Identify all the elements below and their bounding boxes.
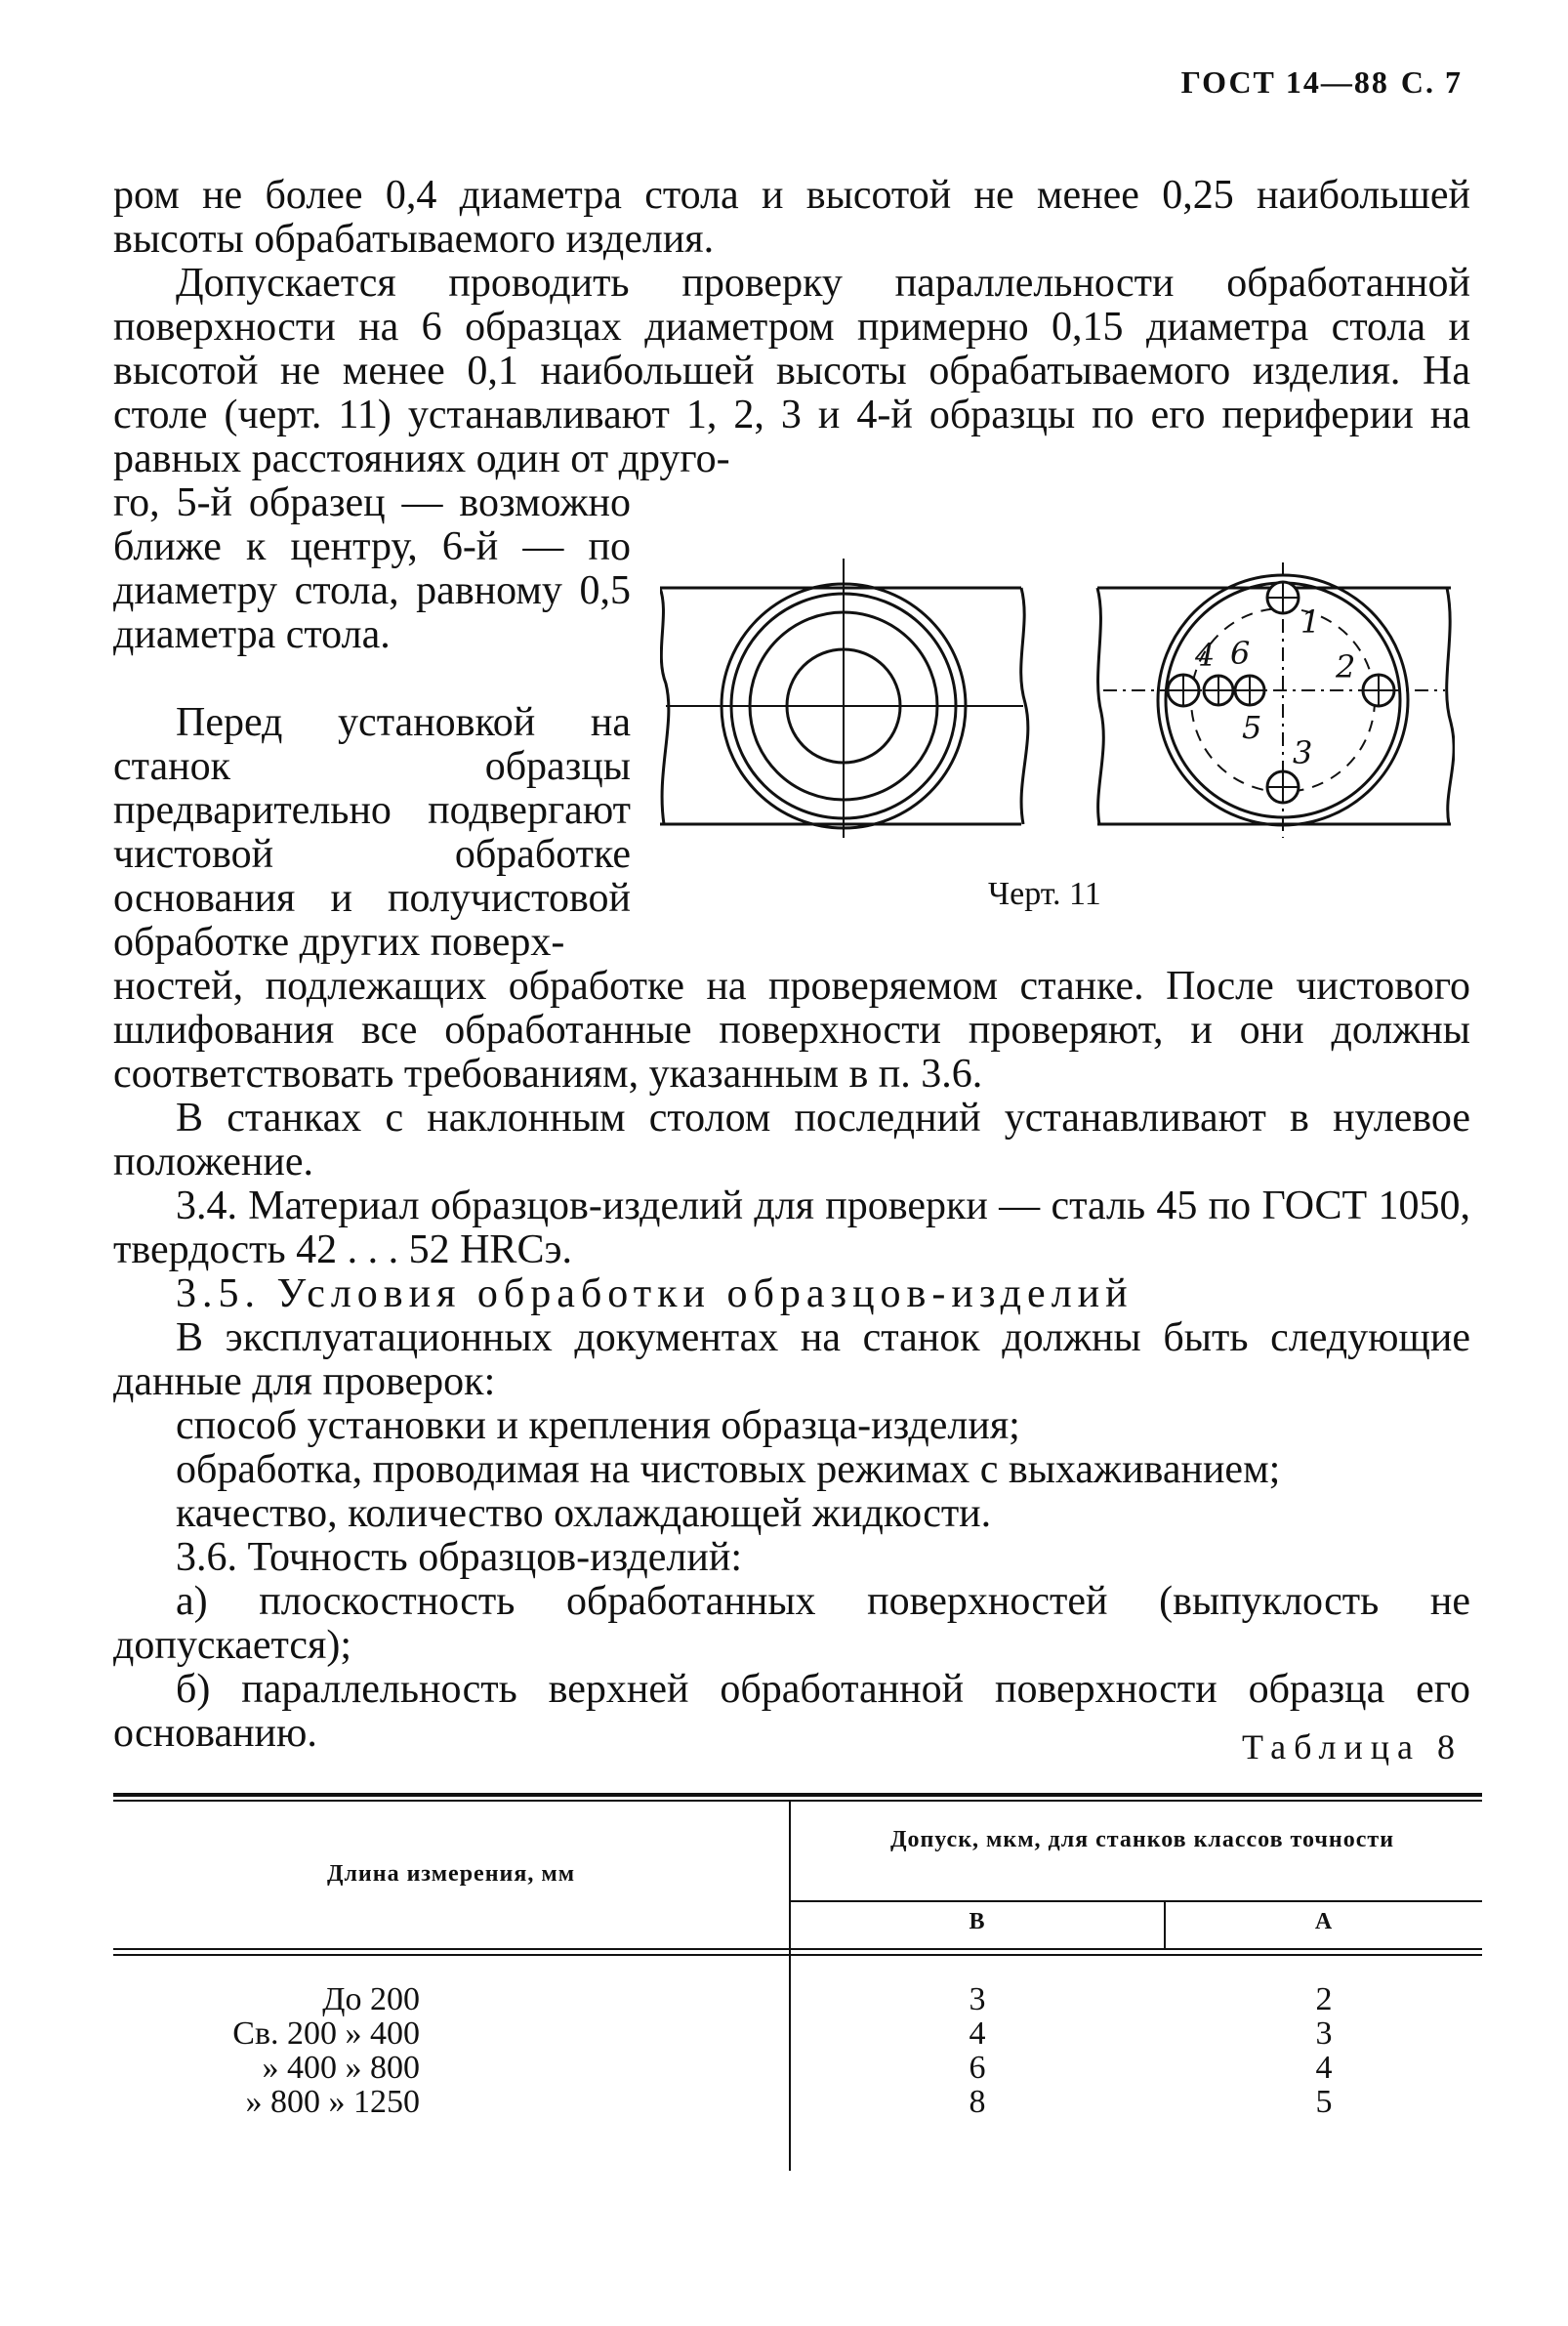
paragraph-3-continued: ностей, подлежащих обработке на проверяемом станке. После чистового шлифования все обработанные поверхности проверяют, и они должны соответствовать требованиям, указанным в п. 3.6. bbox=[113, 964, 1470, 1097]
table-cell: 2 bbox=[1315, 1981, 1333, 2017]
paragraph-2: Допускается проводить проверку параллельности обработанной поверхности на 6 образцах диаметром примерно 0,15 диаметра стола и высотой не менее 0,1 наибольшей высоты обрабатываемого изделия. На столе (черт. 11) устанавливают 1, 2, 3 и 4-й образцы по его периферии на равных расстояниях один от друго- bbox=[113, 261, 1470, 481]
page-number: С. 7 bbox=[1400, 64, 1463, 100]
table-cell: 3 bbox=[1315, 2015, 1333, 2052]
label-1: 1 bbox=[1300, 603, 1321, 641]
section-3-6-heading: 3.6. Точность образцов-изделий: bbox=[176, 1535, 743, 1580]
table-class-b-column bbox=[791, 1982, 1164, 2119]
figure-table-rings bbox=[660, 547, 1041, 840]
item-b: б) параллельность верхней обработанной поверхности образца его основанию. bbox=[113, 1667, 1470, 1756]
table-cell: 8 bbox=[969, 2084, 986, 2120]
table-subheader-rule bbox=[791, 1900, 1482, 1902]
page-header bbox=[1170, 64, 1463, 101]
table-top-rule-thin bbox=[113, 1800, 1482, 1802]
subheader-class-b: В bbox=[969, 1909, 986, 1934]
list-item-3: качество, количество охлаждающей жидкости. bbox=[176, 1491, 992, 1536]
paragraph-3-4: 3.4. Материал образцов-изделий для проверки — сталь 45 по ГОСТ 1050, твердость 42 . . . 52 HRCэ. bbox=[113, 1184, 1470, 1272]
paragraph-7: В эксплуатационных документах на станок должны быть следующие данные для проверок: bbox=[113, 1315, 1470, 1404]
table-top-rule bbox=[113, 1793, 1482, 1797]
table-length-column bbox=[146, 1982, 420, 2119]
list-item-2: обработка, проводимая на чистовых режимах с выхаживанием; bbox=[176, 1447, 1281, 1492]
paragraph-2-continued: го, 5-й образец — возможно ближе к центру, 6-й — по диаметру стола, равному 0,5 диаметра стола. bbox=[113, 480, 631, 657]
item-a: а) плоскостность обработанных поверхностей (выпуклость не допускается); bbox=[113, 1579, 1470, 1668]
paragraph-3: Перед установкой на станок образцы предварительно подвергают чистовой обработке основания и получистовой обработке других поверх- bbox=[113, 700, 631, 965]
paragraph-1: ром не более 0,4 диаметра стола и высотой не менее 0,25 наибольшей высоты обрабатываемого изделия. bbox=[113, 173, 1470, 262]
table-header-rule-thin bbox=[113, 1954, 1482, 1956]
table-row: » 800 » 1250 bbox=[245, 2084, 420, 2120]
list-item-1: способ установки и крепления образца-изделия; bbox=[176, 1403, 1020, 1448]
paragraph-4: В станках с наклонным столом последний устанавливают в нулевое положение. bbox=[113, 1096, 1470, 1184]
table-cell: 4 bbox=[969, 2015, 986, 2052]
table-title: Таблица 8 bbox=[1242, 1727, 1463, 1766]
table-cell: 3 bbox=[969, 1981, 986, 2017]
table-row: Св. 200 » 400 bbox=[232, 2015, 420, 2052]
label-4: 4 bbox=[1195, 637, 1216, 674]
table-cell: 4 bbox=[1315, 2050, 1333, 2086]
label-3: 3 bbox=[1293, 734, 1313, 771]
table-row: До 200 bbox=[322, 1981, 420, 2017]
column-header-length: Длина измерения, мм bbox=[326, 1861, 576, 1887]
table-row: » 400 » 800 bbox=[262, 2050, 420, 2086]
figure-sample-positions bbox=[1093, 547, 1455, 840]
label-2: 2 bbox=[1336, 648, 1356, 685]
column-group-header-tolerance: Допуск, мкм, для станков классов точности bbox=[889, 1827, 1395, 1852]
table-cell: 6 bbox=[969, 2050, 986, 2086]
section-3-5-heading: 3.5. Условия обработки образцов-изделий bbox=[176, 1271, 1134, 1316]
table-header-rule bbox=[113, 1948, 1482, 1950]
standard-number: ГОСТ 14—88 bbox=[1180, 64, 1389, 100]
table-cell: 5 bbox=[1315, 2084, 1333, 2120]
label-5: 5 bbox=[1242, 709, 1262, 746]
figure-caption: Черт. 11 bbox=[988, 876, 1101, 912]
table-class-a-column bbox=[1166, 1982, 1482, 2119]
label-6: 6 bbox=[1230, 635, 1251, 672]
subheader-class-a: А bbox=[1314, 1909, 1334, 1934]
